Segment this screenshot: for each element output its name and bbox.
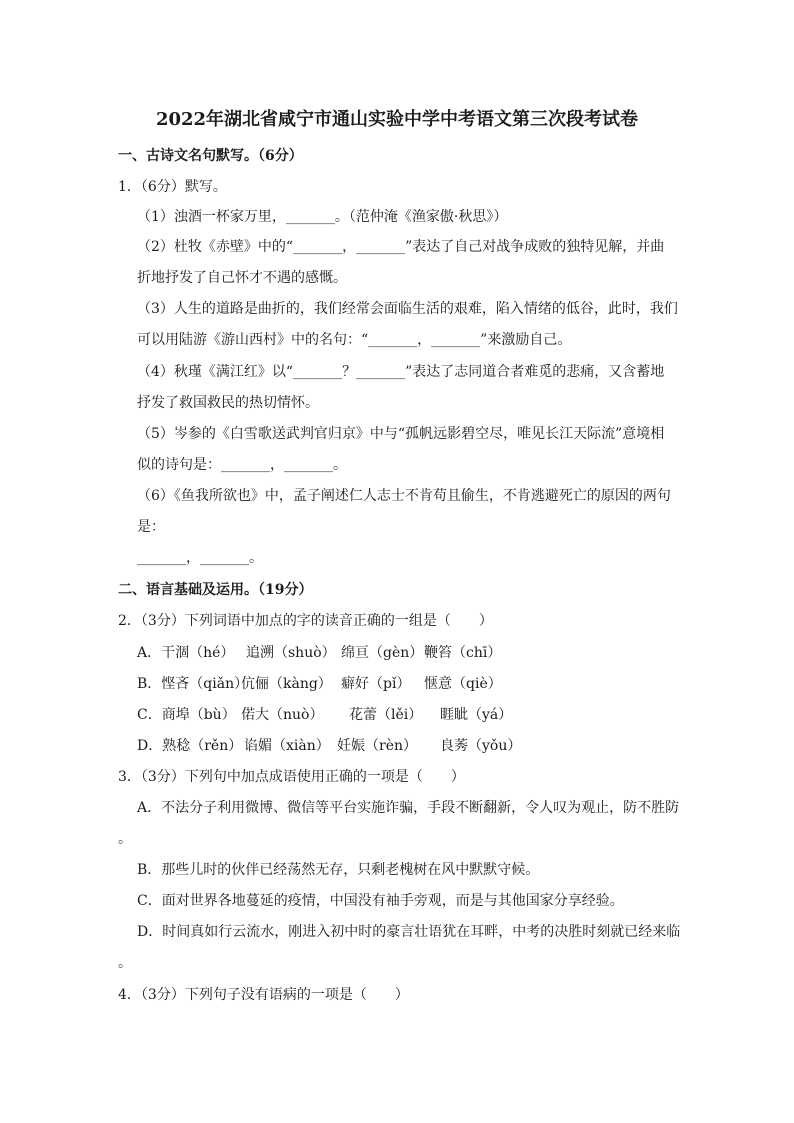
q1-item-3-cont: 可以用陆游《游山西村》中的名句：“_______，_______”来激励自己。 [137, 332, 572, 348]
q1-item-6-cont: 是： [137, 519, 165, 535]
q2-option-d-1: D．熟稔（rěn） [137, 738, 243, 754]
section-2-heading: 二、语言基础及运用。（19分） [118, 582, 313, 598]
q3-option-d: D．时间真如行云流水，刚进入初中时的豪言壮语犹在耳畔，中考的决胜时刻就已经来临 [137, 924, 681, 940]
q2-option-b-3: 癖好（pǐ） [341, 676, 411, 692]
q1-item-2-cont: 折地抒发了自己怀才不遇的感慨。 [137, 270, 347, 286]
q2-option-c-4: 睚眦（yá） [440, 707, 513, 723]
question-1-stem: 1．（6分）默写。 [118, 179, 227, 195]
q3-option-a: A．不法分子利用微博、微信等平台实施诈骗，手段不断翻新，令人叹为观止，防不胜防 [137, 800, 680, 816]
q2-option-a-3: 绵亘（gèn） [341, 645, 424, 661]
question-4-stem: 4．（3分）下列句子没有语病的一项是（ ） [118, 987, 409, 1003]
section-1-heading: 一、古诗文名句默写。（6分） [118, 148, 303, 164]
q2-option-b-1: B．悭吝（qiǎn） [137, 676, 249, 692]
q2-option-c-3: 花蕾（lěi） [349, 707, 423, 723]
q1-item-4: （4）秋瑾《满江红》以“_______？_______”表达了志同道合者难觅的悲痛，又含蓄地 [137, 364, 665, 380]
q1-item-5: （5）岑参的《白雪歌送武判官归京》中与“孤帆远影碧空尽，唯见长江天际流”意境相 [137, 426, 665, 442]
q2-option-d-3: 妊娠（rèn） [337, 738, 417, 754]
q3-option-b: B．那些儿时的伙伴已经荡然无存，只剩老槐树在风中默默守候。 [137, 862, 540, 878]
q3-option-d-cont: 。 [118, 955, 132, 971]
q2-option-a-4: 鞭笞（chī） [424, 645, 502, 661]
page-title: 2022年湖北省咸宁市通山实验中学中考语文第三次段考试卷 [155, 109, 639, 130]
q2-option-c-1: C．商埠（bù） [137, 707, 236, 723]
q2-option-b-2: 伉俪（kàng） [241, 676, 332, 692]
question-3-stem: 3．（3分）下列句中加点成语使用正确的一项是（ ） [118, 769, 465, 785]
q2-option-a-1: A．干涸（hé） [137, 645, 235, 661]
q1-item-6: （6）《鱼我所欲也》中，孟子阐述仁人志士不肯苟且偷生，不肯逃避死亡的原因的两句 [137, 488, 671, 504]
q2-option-c-2: 偌大（nuò） [241, 707, 324, 723]
question-2-stem: 2．（3分）下列词语中加点的字的读音正确的一组是（ ） [118, 613, 493, 629]
q1-item-3: （3）人生的道路是曲折的，我们经常会面临生活的艰难，陷入情绪的低谷，此时，我们 [137, 301, 678, 317]
q1-item-2: （2）杜牧《赤壁》中的“_______，_______”表达了自己对战争成败的独特见解，并曲 [137, 239, 665, 255]
q3-option-a-cont: 。 [118, 831, 132, 847]
q1-item-4-cont: 抒发了救国救民的热切情怀。 [137, 395, 319, 411]
q1-item-1: （1）浊酒一杯家万里，_______。（范仲淹《渔家傲·秋思》） [137, 209, 508, 225]
q2-option-a-2: 追溯（shuò） [246, 645, 336, 661]
q2-option-d-4: 良莠（yǒu） [440, 738, 522, 754]
q2-option-d-2: 谄媚（xiàn） [244, 738, 330, 754]
q3-option-c: C．面对世界各地蔓延的疫情，中国没有袖手旁观，而是与其他国家分享经验。 [137, 893, 624, 909]
q1-item-6-blanks: _______，_______。 [137, 550, 263, 566]
q2-option-b-4: 惬意（qiè） [424, 676, 502, 692]
q1-item-5-cont: 似的诗句是：_______，_______。 [137, 457, 347, 473]
